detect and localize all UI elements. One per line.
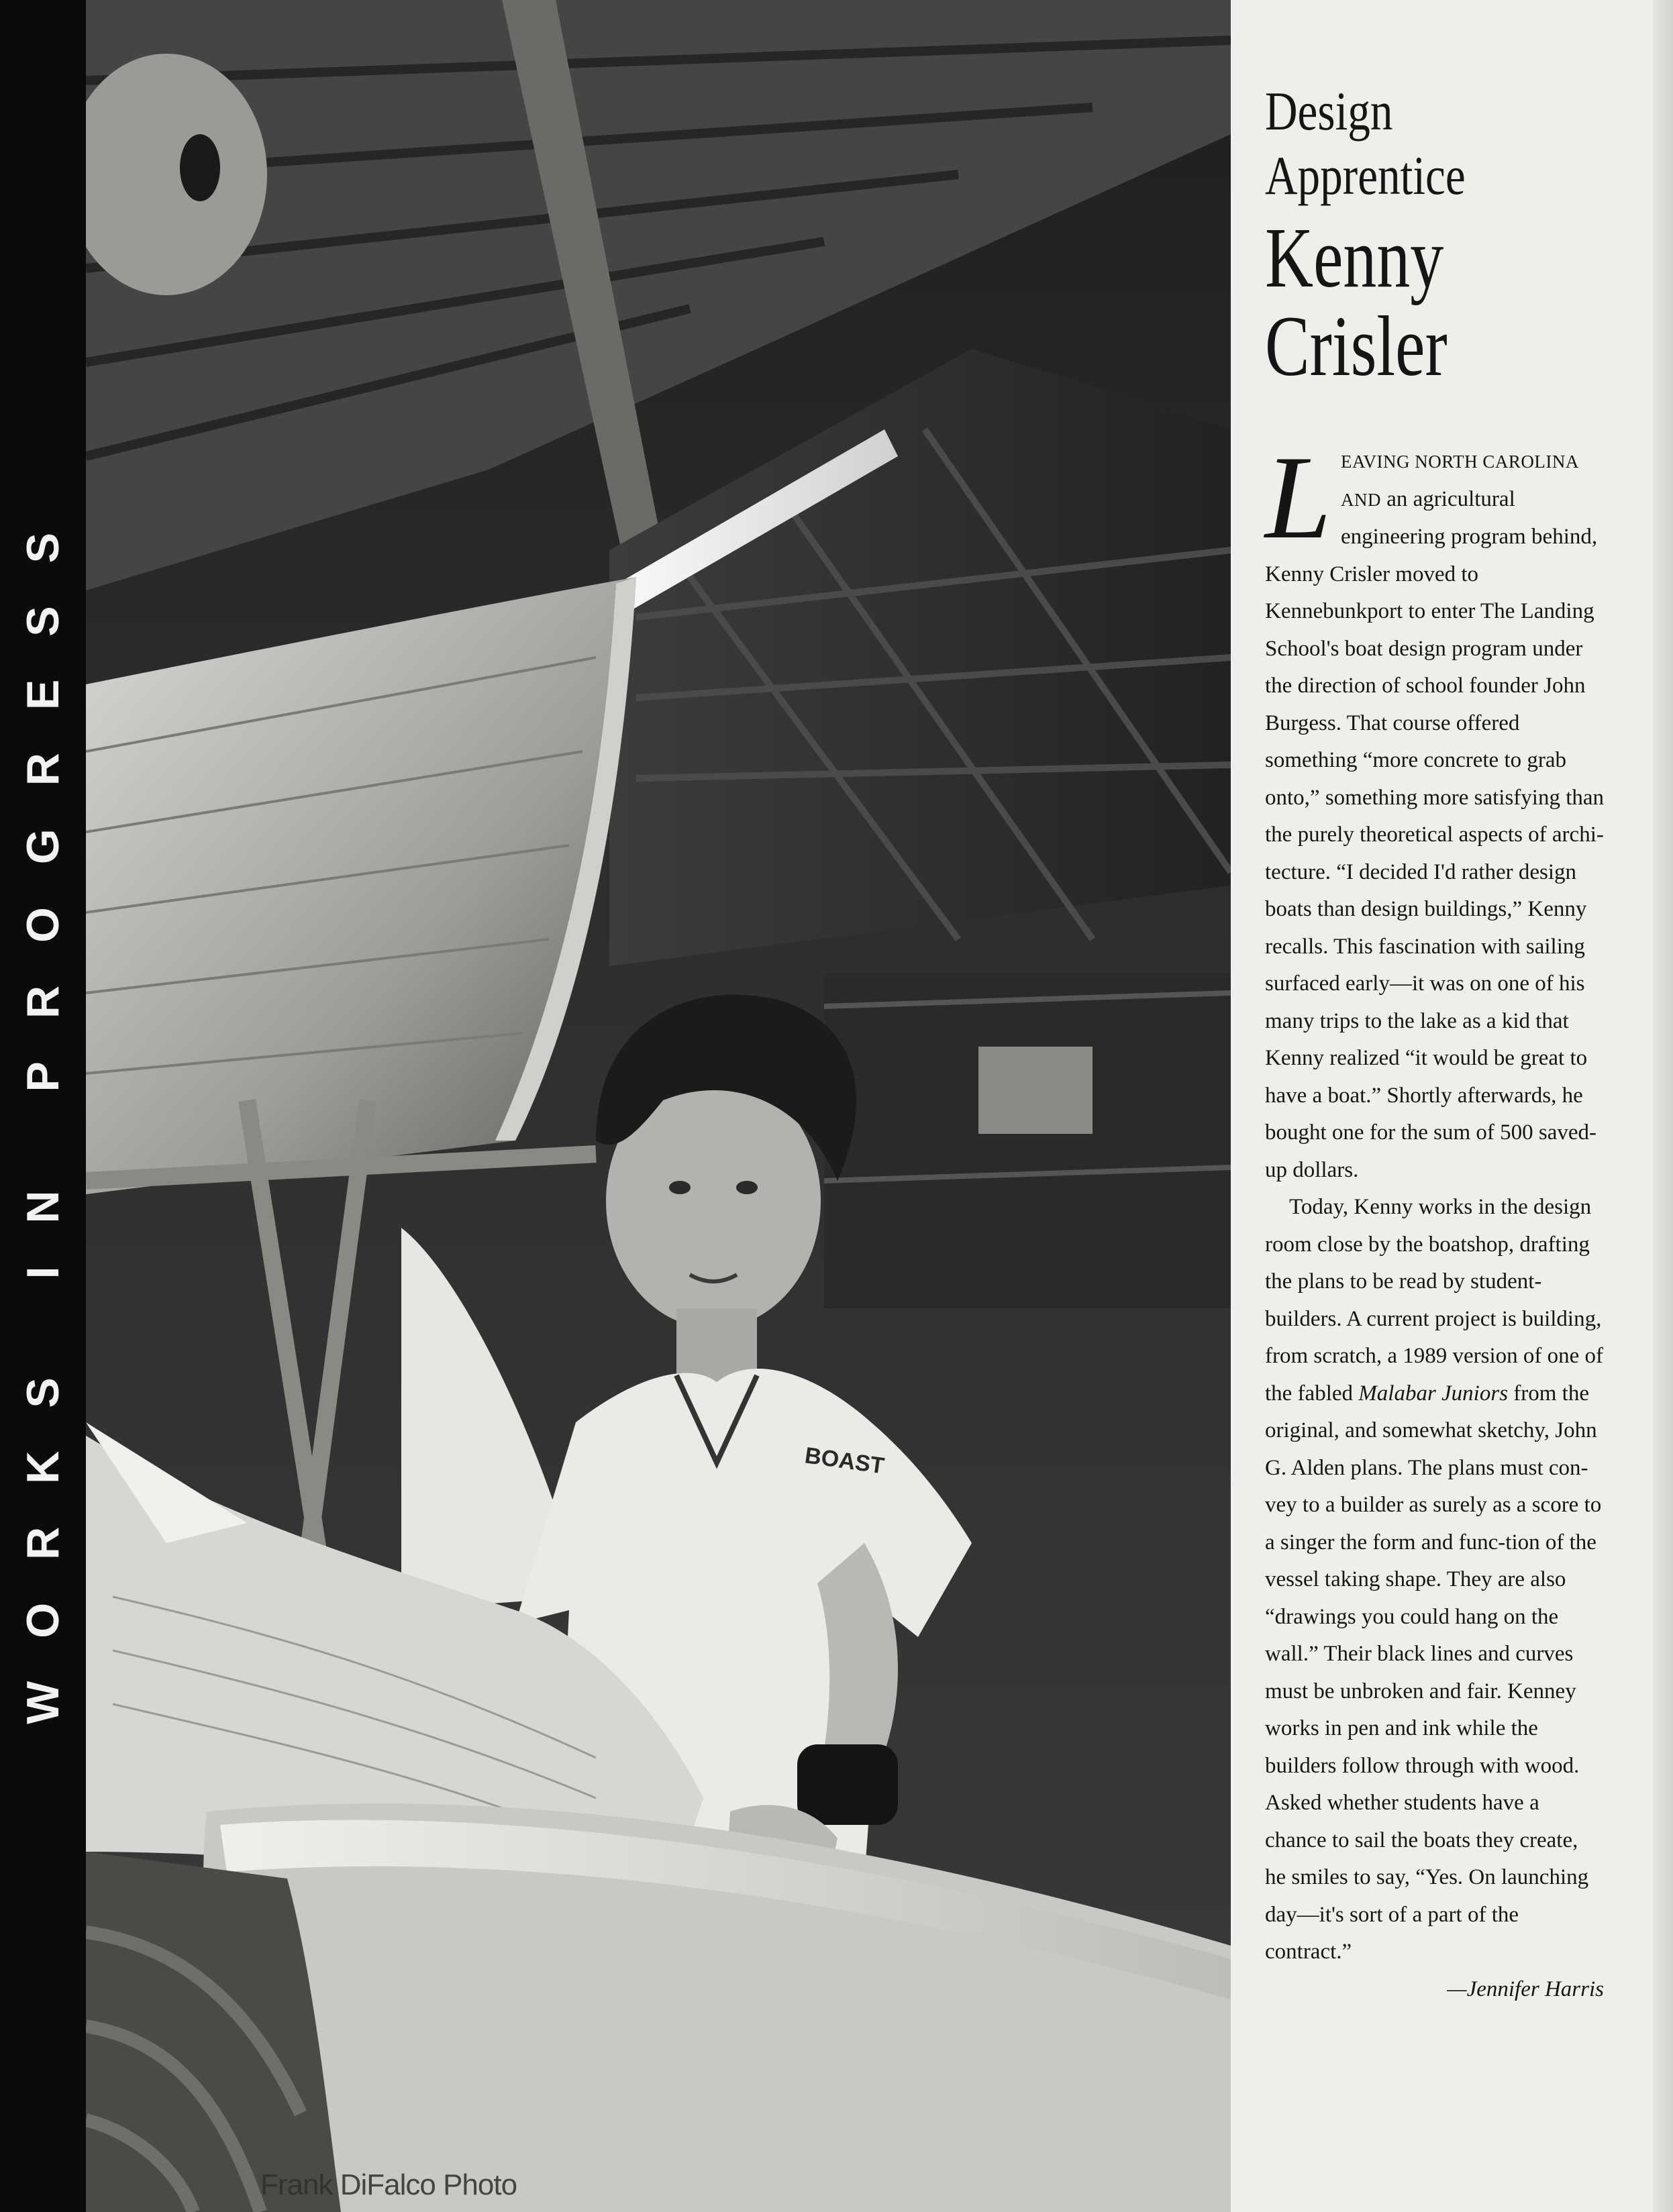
wristwatch <box>797 1744 898 1825</box>
section-label: WORKS IN PROGRESS <box>17 490 68 1724</box>
paragraph-2-text-b: from the original, and somewhat sketchy, John G. Alden plans. The plans must con-vey to a builder as surely as a score to a singer the form and func-tion of the vessel taking shape. They are also “drawings you could hang on the wall.” Their black lines and curves must be unbroken and fair. Kenney works in pen and ink while the builders follow through with wood. Asked whether students have a chance to sail the boats they create, he smiles to say, “Yes. On launching day—it's sort of a part of the contract.” <box>1265 1381 1602 1964</box>
headline-line-1: Design <box>1265 81 1393 142</box>
paragraph-1-text: an agricultural engineering program behind, Kenny Crisler moved to Kennebunkport to enter The Landing School's boat design program under the direction of school founder John Burgess. That course offered something “more concrete to grab onto,” something more satisfying than the purely theoretical aspects of archi-tecture. “I decided I'd rather design boats than design buildings,” Kenny recalls. This fascination with sailing surfaced early—it was on one of his many trips to the lake as a kid that Kenny realized “it would be great to have a boat.” Shortly afterwards, he bought one for the sum of 500 saved-up dollars. <box>1265 486 1605 1182</box>
photo-credit: Frank DiFalco Photo <box>260 2168 517 2201</box>
article-body <box>1265 431 1605 2008</box>
page-edge <box>1653 0 1673 2212</box>
boat-name: Malabar Juniors <box>1358 1381 1509 1406</box>
svg-text:BOAST: BOAST <box>803 1442 886 1479</box>
article-paragraph <box>1265 431 1605 1189</box>
byline: —Jennifer Harris <box>1447 1977 1604 2001</box>
section-band <box>0 0 86 2212</box>
paragraph-2-text-a: Today, Kenny works in the design room close by the boatshop, drafting the plans to be read by student-builders. A current project is building, from scratch, a 1989 version of one of the fabled <box>1265 1195 1604 1406</box>
boatshop-photo <box>86 0 1231 2212</box>
headline-line-2: Apprentice <box>1265 145 1466 206</box>
shop-window <box>978 1047 1093 1134</box>
headline-name-2: Crisler <box>1265 299 1448 394</box>
photo-illustration <box>86 0 1231 2212</box>
article-header <box>1265 79 1604 394</box>
drop-cap: L <box>1265 431 1331 564</box>
headline-name-1: Kenny <box>1265 210 1444 305</box>
article-paragraph <box>1265 1189 1604 1971</box>
lead-caps: EAVING NORTH CAROLINA AND <box>1341 452 1578 510</box>
